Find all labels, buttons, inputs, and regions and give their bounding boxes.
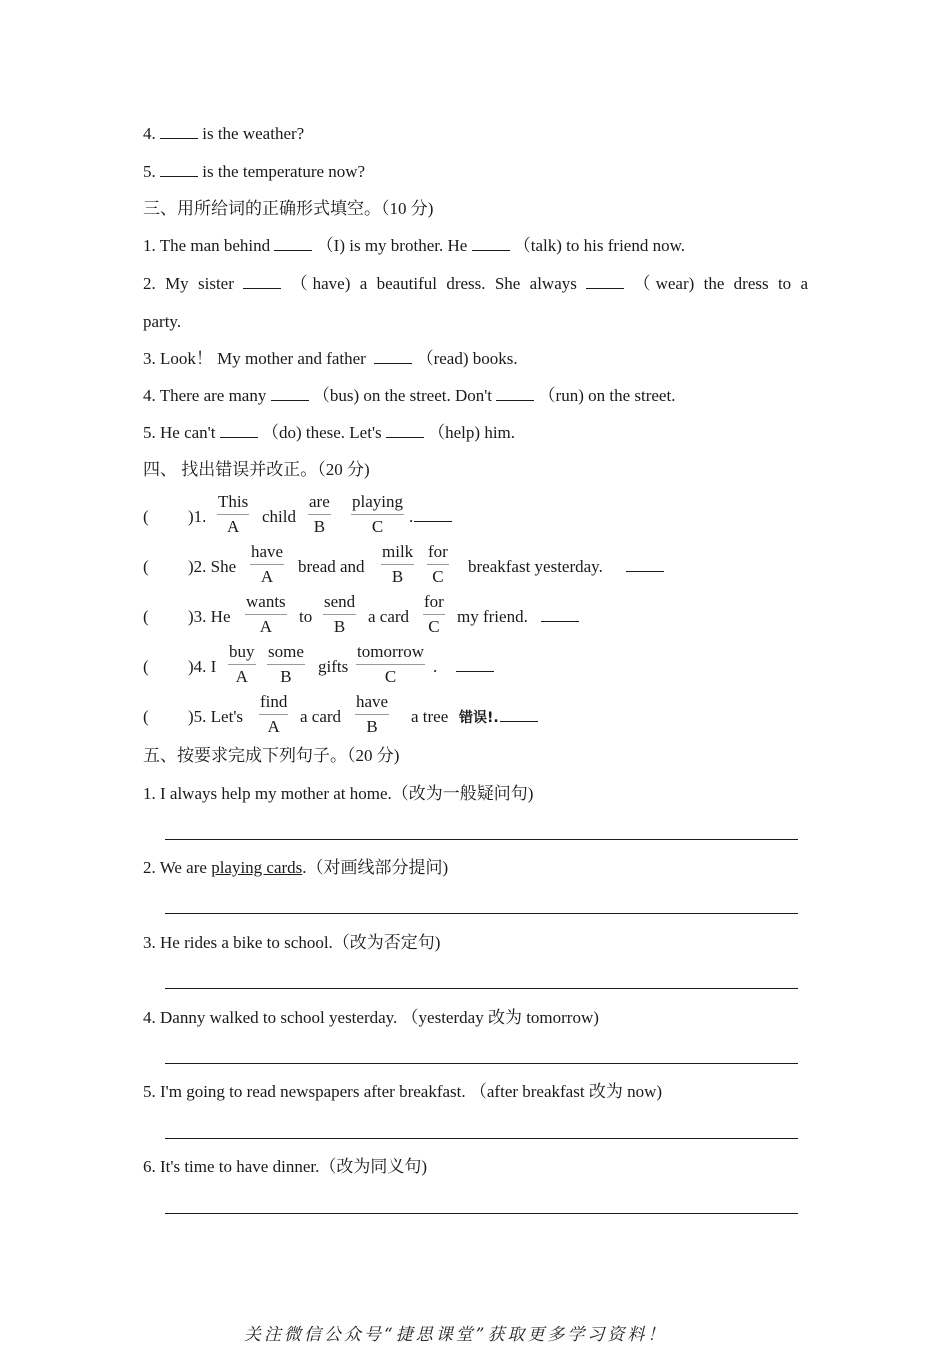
part3-question-1: 1. The man behind （I) is my brother. He （talk) to his friend now. bbox=[143, 236, 686, 255]
option-a[interactable]: wants A bbox=[246, 592, 286, 636]
part3-question-4: 4. There are many （bus) on the street. Don't （run) on the street. bbox=[143, 386, 676, 405]
answer-blank[interactable] bbox=[386, 423, 424, 438]
option-c[interactable]: tomorrow C bbox=[357, 642, 425, 686]
option-b[interactable]: some B bbox=[268, 642, 304, 686]
option-a[interactable]: buy A bbox=[229, 642, 255, 686]
correction-blank[interactable] bbox=[626, 557, 664, 572]
correction-blank[interactable] bbox=[456, 657, 494, 672]
answer-line-4[interactable] bbox=[165, 1063, 798, 1064]
correction-blank[interactable] bbox=[414, 507, 452, 522]
part3-question-2-cont: party. bbox=[143, 312, 182, 331]
question-5: 5. is the temperature now? bbox=[143, 162, 366, 181]
part3-question-5: 5. He can't （do) these. Let's （help) him. bbox=[143, 423, 516, 442]
error-item-2: ( )2. She have A bread and milk B for C breakfast yesterday. bbox=[143, 542, 803, 590]
answer-line-6[interactable] bbox=[165, 1213, 798, 1214]
answer-blank[interactable] bbox=[243, 274, 281, 289]
underlined-phrase: playing cards bbox=[211, 858, 303, 877]
answer-blank[interactable] bbox=[271, 386, 309, 401]
option-b[interactable]: send B bbox=[324, 592, 356, 636]
answer-blank[interactable] bbox=[586, 274, 624, 289]
option-a[interactable]: This A bbox=[218, 492, 249, 536]
answer-line-5[interactable] bbox=[165, 1138, 798, 1139]
option-b[interactable]: milk B bbox=[382, 542, 414, 586]
option-c[interactable]: for C bbox=[424, 592, 444, 636]
option-b[interactable]: have B bbox=[356, 692, 389, 736]
answer-line-3[interactable] bbox=[165, 988, 798, 989]
part3-question-3: 3. Look！ My mother and father （read) books. bbox=[143, 349, 518, 368]
error-item-1: ( )1. This A child are B playing C . bbox=[143, 492, 803, 540]
answer-blank[interactable] bbox=[160, 124, 198, 139]
answer-blank[interactable] bbox=[274, 236, 312, 251]
answer-blank[interactable] bbox=[472, 236, 510, 251]
rewrite-question-1: 1. I always help my mother at home.（改为一般疑问句) bbox=[143, 784, 534, 803]
rewrite-question-2: 2. We are playing cards.（对画线部分提问) bbox=[143, 858, 449, 877]
section-3-heading: 三、用所给词的正确形式填空。（10 分) bbox=[143, 199, 434, 218]
option-b[interactable]: are B bbox=[309, 492, 330, 536]
answer-blank[interactable] bbox=[160, 162, 198, 177]
error-item-3: ( )3. He wants A to send B a card for C my friend. bbox=[143, 592, 803, 640]
option-a[interactable]: have A bbox=[251, 542, 284, 586]
correction-blank[interactable] bbox=[500, 707, 538, 722]
answer-blank[interactable] bbox=[220, 423, 258, 438]
rewrite-question-4: 4. Danny walked to school yesterday. （yesterday 改为 tomorrow) bbox=[143, 1008, 599, 1027]
rewrite-question-6: 6. It's time to have dinner.（改为同义句) bbox=[143, 1157, 427, 1176]
error-item-4: ( )4. I buy A some B gifts tomorrow C . bbox=[143, 642, 803, 690]
part3-question-2: 2. My sister （have) a beautiful dress. She always （wear) the dress to a bbox=[143, 274, 809, 293]
answer-line-1[interactable] bbox=[165, 839, 798, 840]
answer-blank[interactable] bbox=[374, 349, 412, 364]
correction-blank[interactable] bbox=[541, 607, 579, 622]
option-a[interactable]: find A bbox=[260, 692, 288, 736]
footer-watermark: 关注微信公众号“捷思课堂”获取更多学习资料！ bbox=[244, 1325, 668, 1345]
section-4-heading: 四、 找出错误并改正。（20 分) bbox=[143, 460, 370, 479]
rewrite-question-5: 5. I'm going to read newspapers after breakfast. （after breakfast 改为 now) bbox=[143, 1082, 663, 1101]
rewrite-question-3: 3. He rides a bike to school.（改为否定句) bbox=[143, 933, 441, 952]
error-item-5: ( )5. Let's find A a card have B a tree 错误!. bbox=[143, 692, 803, 740]
answer-blank[interactable] bbox=[496, 386, 534, 401]
question-4: 4. is the weather? bbox=[143, 124, 305, 143]
section-5-heading: 五、按要求完成下列句子。（20 分) bbox=[143, 746, 400, 765]
option-c[interactable]: playing C bbox=[352, 492, 403, 536]
option-c[interactable]: for C bbox=[428, 542, 448, 586]
answer-line-2[interactable] bbox=[165, 913, 798, 914]
